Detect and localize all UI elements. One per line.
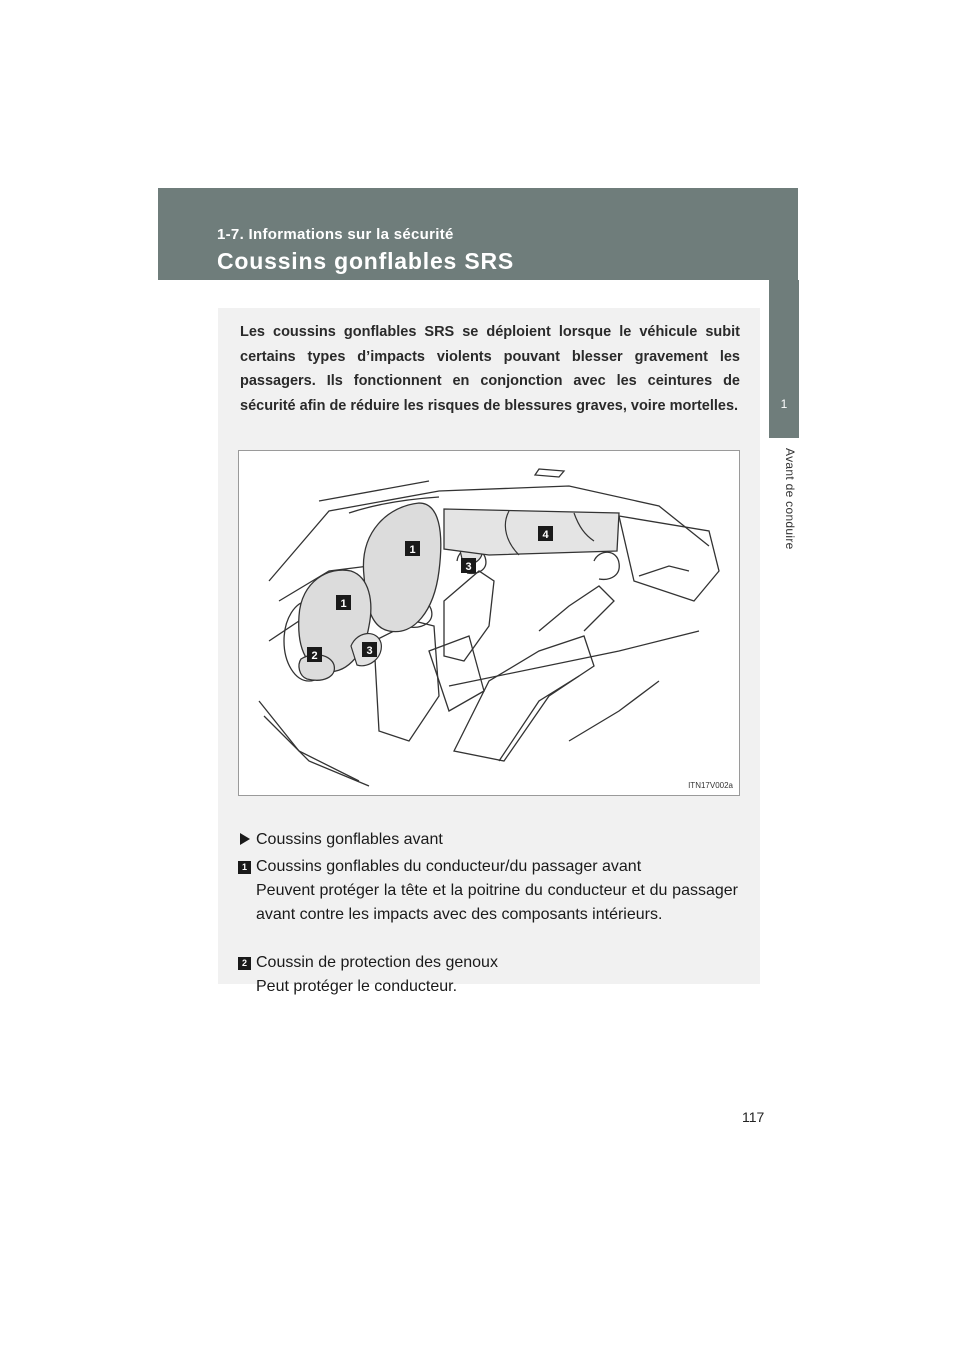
car-interior-drawing [239, 451, 739, 795]
chapter-tab-bar [769, 280, 799, 370]
figure-code: ITN17V002a [688, 781, 733, 790]
page-number: 117 [742, 1109, 765, 1125]
number-1-icon: 1 [238, 861, 251, 874]
callout-3-upper: 3 [465, 561, 472, 573]
callout-3-lower: 3 [366, 645, 373, 657]
callout-1-upper: 1 [409, 544, 416, 556]
item-1-title [238, 855, 743, 879]
heading-text: Coussins gonflables avant [256, 831, 443, 848]
callout-1-lower: 1 [340, 598, 347, 610]
item-1-title-text: Coussins gonflables du conducteur/du passager avant [256, 858, 642, 875]
number-2-icon: 2 [238, 957, 251, 970]
callout-4: 4 [542, 529, 549, 541]
item-2-title [238, 951, 743, 975]
chapter-tab-number: 1 [769, 370, 799, 438]
chapter-tab-label: Avant de conduire [783, 448, 797, 550]
section-label: 1-7. Informations sur la sécurité [217, 226, 454, 243]
item-2-description: Peut protéger le conducteur. [256, 978, 458, 995]
airbag-illustration [238, 450, 740, 796]
heading-front-airbags [238, 828, 743, 852]
item-1-description: Peuvent protéger la tête et la poitrine du conducteur et du passager avant contre les impacts avec des composants intérieurs. [256, 882, 738, 923]
intro-paragraph: Les coussins gonflables SRS se déploient lorsque le véhicule subit certains types d’impacts violents pouvant blesser gravement les passagers. Ils fonctionnent en conjonction avec les ceintures de sécurité afin de réduire les risques de blessures graves, voire mortelles. [240, 324, 740, 414]
chapter-header [158, 188, 798, 280]
arrow-icon [240, 833, 250, 845]
callout-2: 2 [311, 650, 318, 662]
content-box [218, 308, 760, 995]
page-title: Coussins gonflables SRS [217, 248, 515, 274]
item-2-title-text: Coussin de protection des genoux [256, 954, 498, 971]
